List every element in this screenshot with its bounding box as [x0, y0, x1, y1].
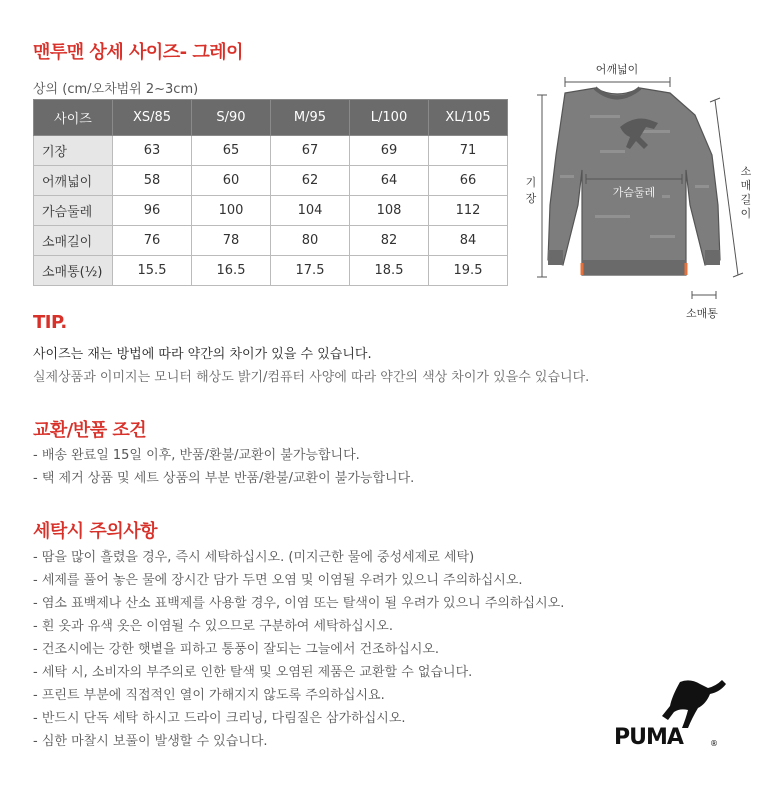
- table-row: [34, 196, 508, 226]
- table-cell: 96: [113, 196, 192, 226]
- sleeve-label-char: 이: [740, 207, 752, 220]
- size-col-s: S/90: [192, 100, 271, 136]
- table-cell: 66: [429, 166, 508, 196]
- tip-title: TIP.: [33, 312, 67, 333]
- table-row: [34, 256, 508, 286]
- table-cell: 112: [429, 196, 508, 226]
- table-row: [34, 136, 508, 166]
- table-cell: 19.5: [429, 256, 508, 286]
- sleeve-label-char: 소: [740, 165, 752, 178]
- table-cell: 69: [350, 136, 429, 166]
- sleeve-label-char: 길: [740, 193, 752, 206]
- care-title: 세탁시 주의사항: [33, 521, 157, 542]
- size-table-subtitle: 상의 (cm/오차범위 2~3cm): [33, 82, 199, 97]
- list-item: - 세탁 시, 소비자의 부주의로 인한 탈색 및 오염된 제품은 교환할 수 없습니다.: [33, 665, 473, 680]
- tip-line-secondary: 실제상품과 이미지는 모니터 해상도 밝기/컴퓨터 사양에 따라 약간의 색상 차이가 있을수 있습니다.: [33, 370, 590, 385]
- table-cell: 104: [271, 196, 350, 226]
- exchange-conditions-list: [33, 444, 414, 490]
- size-col-xl: XL/105: [429, 100, 508, 136]
- length-label-char: 장: [525, 192, 537, 205]
- cuff-arrow: [692, 291, 716, 299]
- list-item: - 택 제거 상품 및 세트 상품의 부분 반품/환불/교환이 불가능합니다.: [33, 471, 415, 486]
- puma-cat-icon: [662, 680, 726, 728]
- list-item: - 건조시에는 강한 햇볕을 피하고 통풍이 잘되는 그늘에서 건조하십시오.: [33, 642, 440, 657]
- row-label: 어깨넓이: [34, 166, 113, 196]
- registered-mark: ®: [710, 739, 718, 748]
- size-table: [33, 99, 508, 286]
- sweatshirt-shape: [548, 88, 720, 275]
- sleeve-label-char: 매: [740, 179, 752, 192]
- table-cell: 78: [192, 226, 271, 256]
- length-arrow: [537, 95, 547, 277]
- size-col-l: L/100: [350, 100, 429, 136]
- sweatshirt-measurement-diagram: [520, 55, 760, 330]
- table-cell: 62: [271, 166, 350, 196]
- table-cell: 18.5: [350, 256, 429, 286]
- list-item: - 반드시 단독 세탁 하시고 드라이 크리닝, 다림질은 삼가하십시오.: [33, 711, 406, 726]
- table-row: [34, 166, 508, 196]
- chest-label: 가슴둘레: [612, 186, 656, 199]
- list-item: - 땀을 많이 흘렸을 경우, 즉시 세탁하십시오. (미지근한 물에 중성세제로 세탁): [33, 550, 475, 565]
- list-item: - 염소 표백제나 산소 표백제를 사용할 경우, 이염 또는 탈색이 될 우려가 있으니 주의하십시오.: [33, 596, 565, 611]
- size-col-xs: XS/85: [113, 100, 192, 136]
- table-cell: 82: [350, 226, 429, 256]
- list-item: - 배송 완료일 15일 이후, 반품/환불/교환이 불가능합니다.: [33, 448, 360, 463]
- table-cell: 100: [192, 196, 271, 226]
- size-header-label: 사이즈: [34, 100, 113, 136]
- table-cell: 84: [429, 226, 508, 256]
- list-item: - 프린트 부분에 직접적인 열이 가해지지 않도록 주의하십시요.: [33, 688, 385, 703]
- puma-logo: [610, 678, 730, 750]
- cuff-label: 소매통: [686, 307, 718, 320]
- table-cell: 71: [429, 136, 508, 166]
- table-row: [34, 226, 508, 256]
- table-cell: 60: [192, 166, 271, 196]
- list-item: - 흰 옷과 유색 옷은 이염될 수 있으므로 구분하여 세탁하십시오.: [33, 619, 393, 634]
- length-label-char: 기: [525, 176, 537, 189]
- tip-line-primary: 사이즈는 재는 방법에 따라 약간의 차이가 있을 수 있습니다.: [33, 347, 372, 362]
- table-cell: 76: [113, 226, 192, 256]
- table-cell: 108: [350, 196, 429, 226]
- shoulder-width-arrow: [565, 77, 670, 87]
- row-label: 소매길이: [34, 226, 113, 256]
- list-item: - 심한 마찰시 보풀이 발생할 수 있습니다.: [33, 734, 268, 749]
- size-section-title: 맨투맨 상세 사이즈- 그레이: [33, 42, 244, 63]
- exchange-title: 교환/반품 조건: [33, 420, 147, 441]
- table-cell: 67: [271, 136, 350, 166]
- table-cell: 80: [271, 226, 350, 256]
- table-cell: 65: [192, 136, 271, 166]
- table-cell: 17.5: [271, 256, 350, 286]
- size-col-m: M/95: [271, 100, 350, 136]
- table-cell: 16.5: [192, 256, 271, 286]
- row-label: 기장: [34, 136, 113, 166]
- table-cell: 63: [113, 136, 192, 166]
- row-label: 소매통(½): [34, 256, 113, 286]
- care-instructions-list: [33, 546, 564, 753]
- table-cell: 64: [350, 166, 429, 196]
- puma-wordmark: PUMA: [614, 725, 683, 750]
- list-item: - 세제를 풀어 놓은 물에 장시간 담가 두면 오염 및 이염될 우려가 있으니 주의하십시오.: [33, 573, 523, 588]
- row-label: 가슴둘레: [34, 196, 113, 226]
- size-table-header-row: [34, 100, 508, 136]
- table-cell: 58: [113, 166, 192, 196]
- table-cell: 15.5: [113, 256, 192, 286]
- shoulder-width-label: 어깨넓이: [595, 63, 639, 76]
